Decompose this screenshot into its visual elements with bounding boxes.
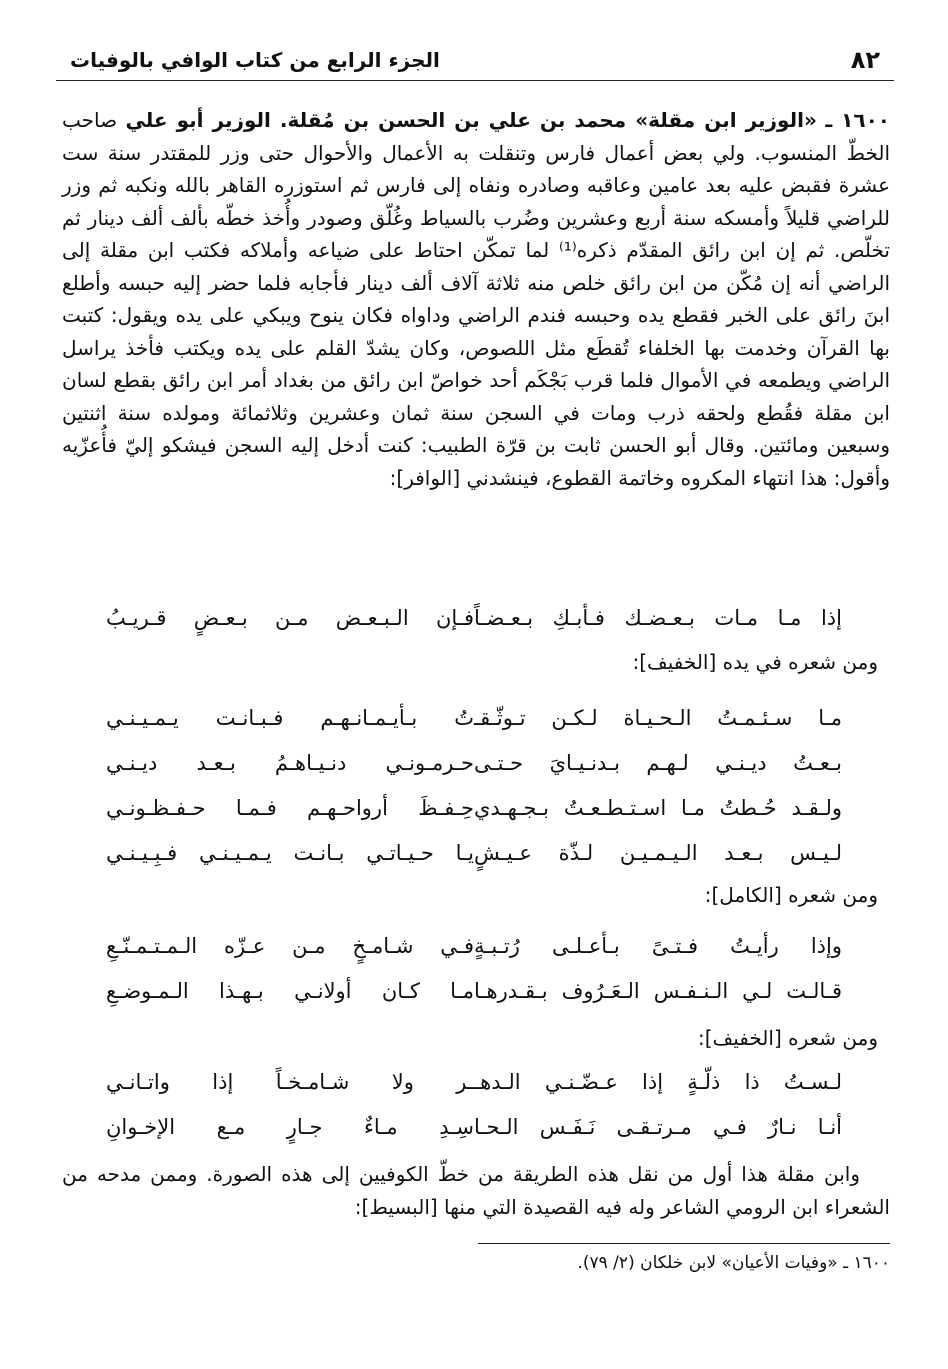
verse-line: [62, 696, 890, 740]
verse-line: [62, 924, 890, 968]
verse-line: [62, 741, 890, 785]
verse-second-hemistich: حـرمـونـي دنـيـاهـمُ بـعـد ديـنـي: [106, 751, 474, 775]
verse-line: [62, 596, 890, 640]
verse-first-hemistich: مـا سـئـمـتُ الـحـيـاة لـكـن تـوثّـقـ: [474, 706, 842, 730]
footnote-divider: [478, 1243, 890, 1244]
verse-second-hemistich: سِـدِ مـاءٌ جـارٍ مـع الإخـوانِ: [106, 1115, 474, 1139]
closing-text: وابن مقلة هذا أول من نقل هذه الطريقة من خطّ الكوفيين إلى هذه الصورة. وممن مدحه من الشعراء ابن الرومي الشاعر وله فيه القصيدة التي منها [البسيط]:: [62, 1162, 890, 1219]
verse-first-hemistich: قـالـت لـي الـنـفـس الـعَـرُوف بـقـدرهـا: [474, 979, 842, 1003]
verse-first-hemistich: لـسـتُ ذا ذلّـةٍ إذا عـضّـنـي الـدهـ: [474, 1070, 842, 1094]
verse-second-hemistich: ـر ولا شـامـخـاً إذا واتـانـي: [106, 1070, 474, 1094]
running-title: الجزء الرابع من كتاب الوافي بالوفيات: [70, 48, 440, 72]
page-header: [56, 40, 894, 81]
verse-second-hemistich: فـإن الـبـعـض مـن بـعـضٍ قـريـبُ: [106, 606, 474, 630]
verse-line: [62, 969, 890, 1013]
verse-first-hemistich: لـيـس بـعـد الـيـمـيـن لـذّة عـيـشٍ: [474, 841, 842, 865]
verse-second-hemistich: مـا كـان أولانـي بـهـذا الـمـوضـعِ: [106, 979, 474, 1003]
verse-intro: ومن شعره في يده [الخفيف]:: [632, 650, 878, 674]
closing-paragraph: [62, 1158, 890, 1223]
entry-number: ١٦٠٠ ـ: [825, 108, 890, 132]
entry-text: صاحب الخطّ المنسوب. ولي بعض أعمال فارس وتنقلت به الأعمال والأحوال حتى وزر للمقتدر سنة ست عشرة فقبض عليه بعد عامين وعاقبه وصادره ونفاه إلى فارس ثم استوزره القاهر بالله ونكبه ثم وزر للراضي قليلاً وأمسكه سنة أربع وعشرين وضُرب بالسياط وغُلّق وصودر وأُخذ خطّه بألف ألف دينار ثم تخلّص. ثم إن ابن رائق المقدّم ذكره⁽¹⁾ لما تمكّن احتاط على ضياعه وأملاكه فكتب ابن مقلة إلى الراضي أنه إن مُكّن من ابن رائق خلص منه ثلاثة آلاف ألف دينار فأجابه فلما حضر إليه حبسه وأطلع ابنَ رائق على الخبر فقطع يده وحبسه فندم الراضي وداواه فكان ينوح ويبكي على يده ويقول: كتبت بها القرآن وخدمت بها الخلفاء تُقطَع مثل اللصوص، وكان يشدّ القلم على يده ويكتب فأخذ يراسل الراضي ويطمعه في الأموال فلما قرب بَجْكَم أحد خواصّ ابن رائق من بغداد أمر ابن رائق بقطع لسان ابن مقلة فقُطع ولحقه ذرب ومات في السجن سنة ثمان وعشرين وثلاثمائة ومولده سنة اثنتين وسبعين ومائتين. وقال أبو الحسن ثابت بن قرّة الطبيب: كنت أدخل إليه السجن فيشكو إليّ فأُعزّيه وأقول: هذا انتهاء المكروه وخاتمة القطوع، فينشدني [الوافر]:: [62, 108, 890, 490]
verse-first-hemistich: وإذا رأيـتُ فـتـىً بـأعـلـى رُتـبـةٍ: [474, 934, 842, 958]
verse-first-hemistich: بـعـتُ ديـنـي لـهـم بـدنـيـايَ حـتـى: [474, 751, 842, 775]
verse-second-hemistich: حِـفـظَ أرواحـهـم فـمـا حـفـظـونـي: [106, 796, 474, 820]
verse-line: [62, 831, 890, 875]
verse-first-hemistich: ولـقـد حُـطتُ مـا اسـتـطـعـتُ بـجـهـدي: [474, 796, 842, 820]
verse-line: [62, 1060, 890, 1104]
verse-intro: ومن شعره [الخفيف]:: [698, 1026, 878, 1050]
verse-first-hemistich: أنـا نـارٌ فـي مـرتـقـى نَـفَـس الـحـا: [474, 1115, 842, 1139]
verse-first-hemistich: إذا مـا مـات بـعـضـك فـأبـكِ بـعـضـاً: [474, 606, 842, 630]
verse-line: [62, 1105, 890, 1149]
entry-body: [62, 104, 890, 494]
verse-second-hemistich: تُ بـأيـمـانـهـم فـبـانـت يـمـيـنـي: [106, 706, 474, 730]
entry-paragraph: [62, 104, 890, 494]
verse-line: [62, 786, 890, 830]
page-number: ٨٢: [850, 46, 880, 74]
verse-second-hemistich: يـا حـيـاتـي بـانـت يـمـيـنـي فـبِـيـنـي: [106, 841, 474, 865]
footnote: ١٦٠٠ ـ «وفيات الأعيان» لابن خلكان (٢/ ٧٩).: [577, 1253, 890, 1273]
verse-intro: ومن شعره [الكامل]:: [704, 883, 878, 907]
entry-name: «الوزير ابن مقلة» محمد بن علي بن الحسن بن مُقلة. الوزير أبو علي: [125, 108, 817, 132]
verse-second-hemistich: فـي شـامـخٍ مـن عـزّه الـمـتـمـنّـعِ: [106, 934, 474, 958]
